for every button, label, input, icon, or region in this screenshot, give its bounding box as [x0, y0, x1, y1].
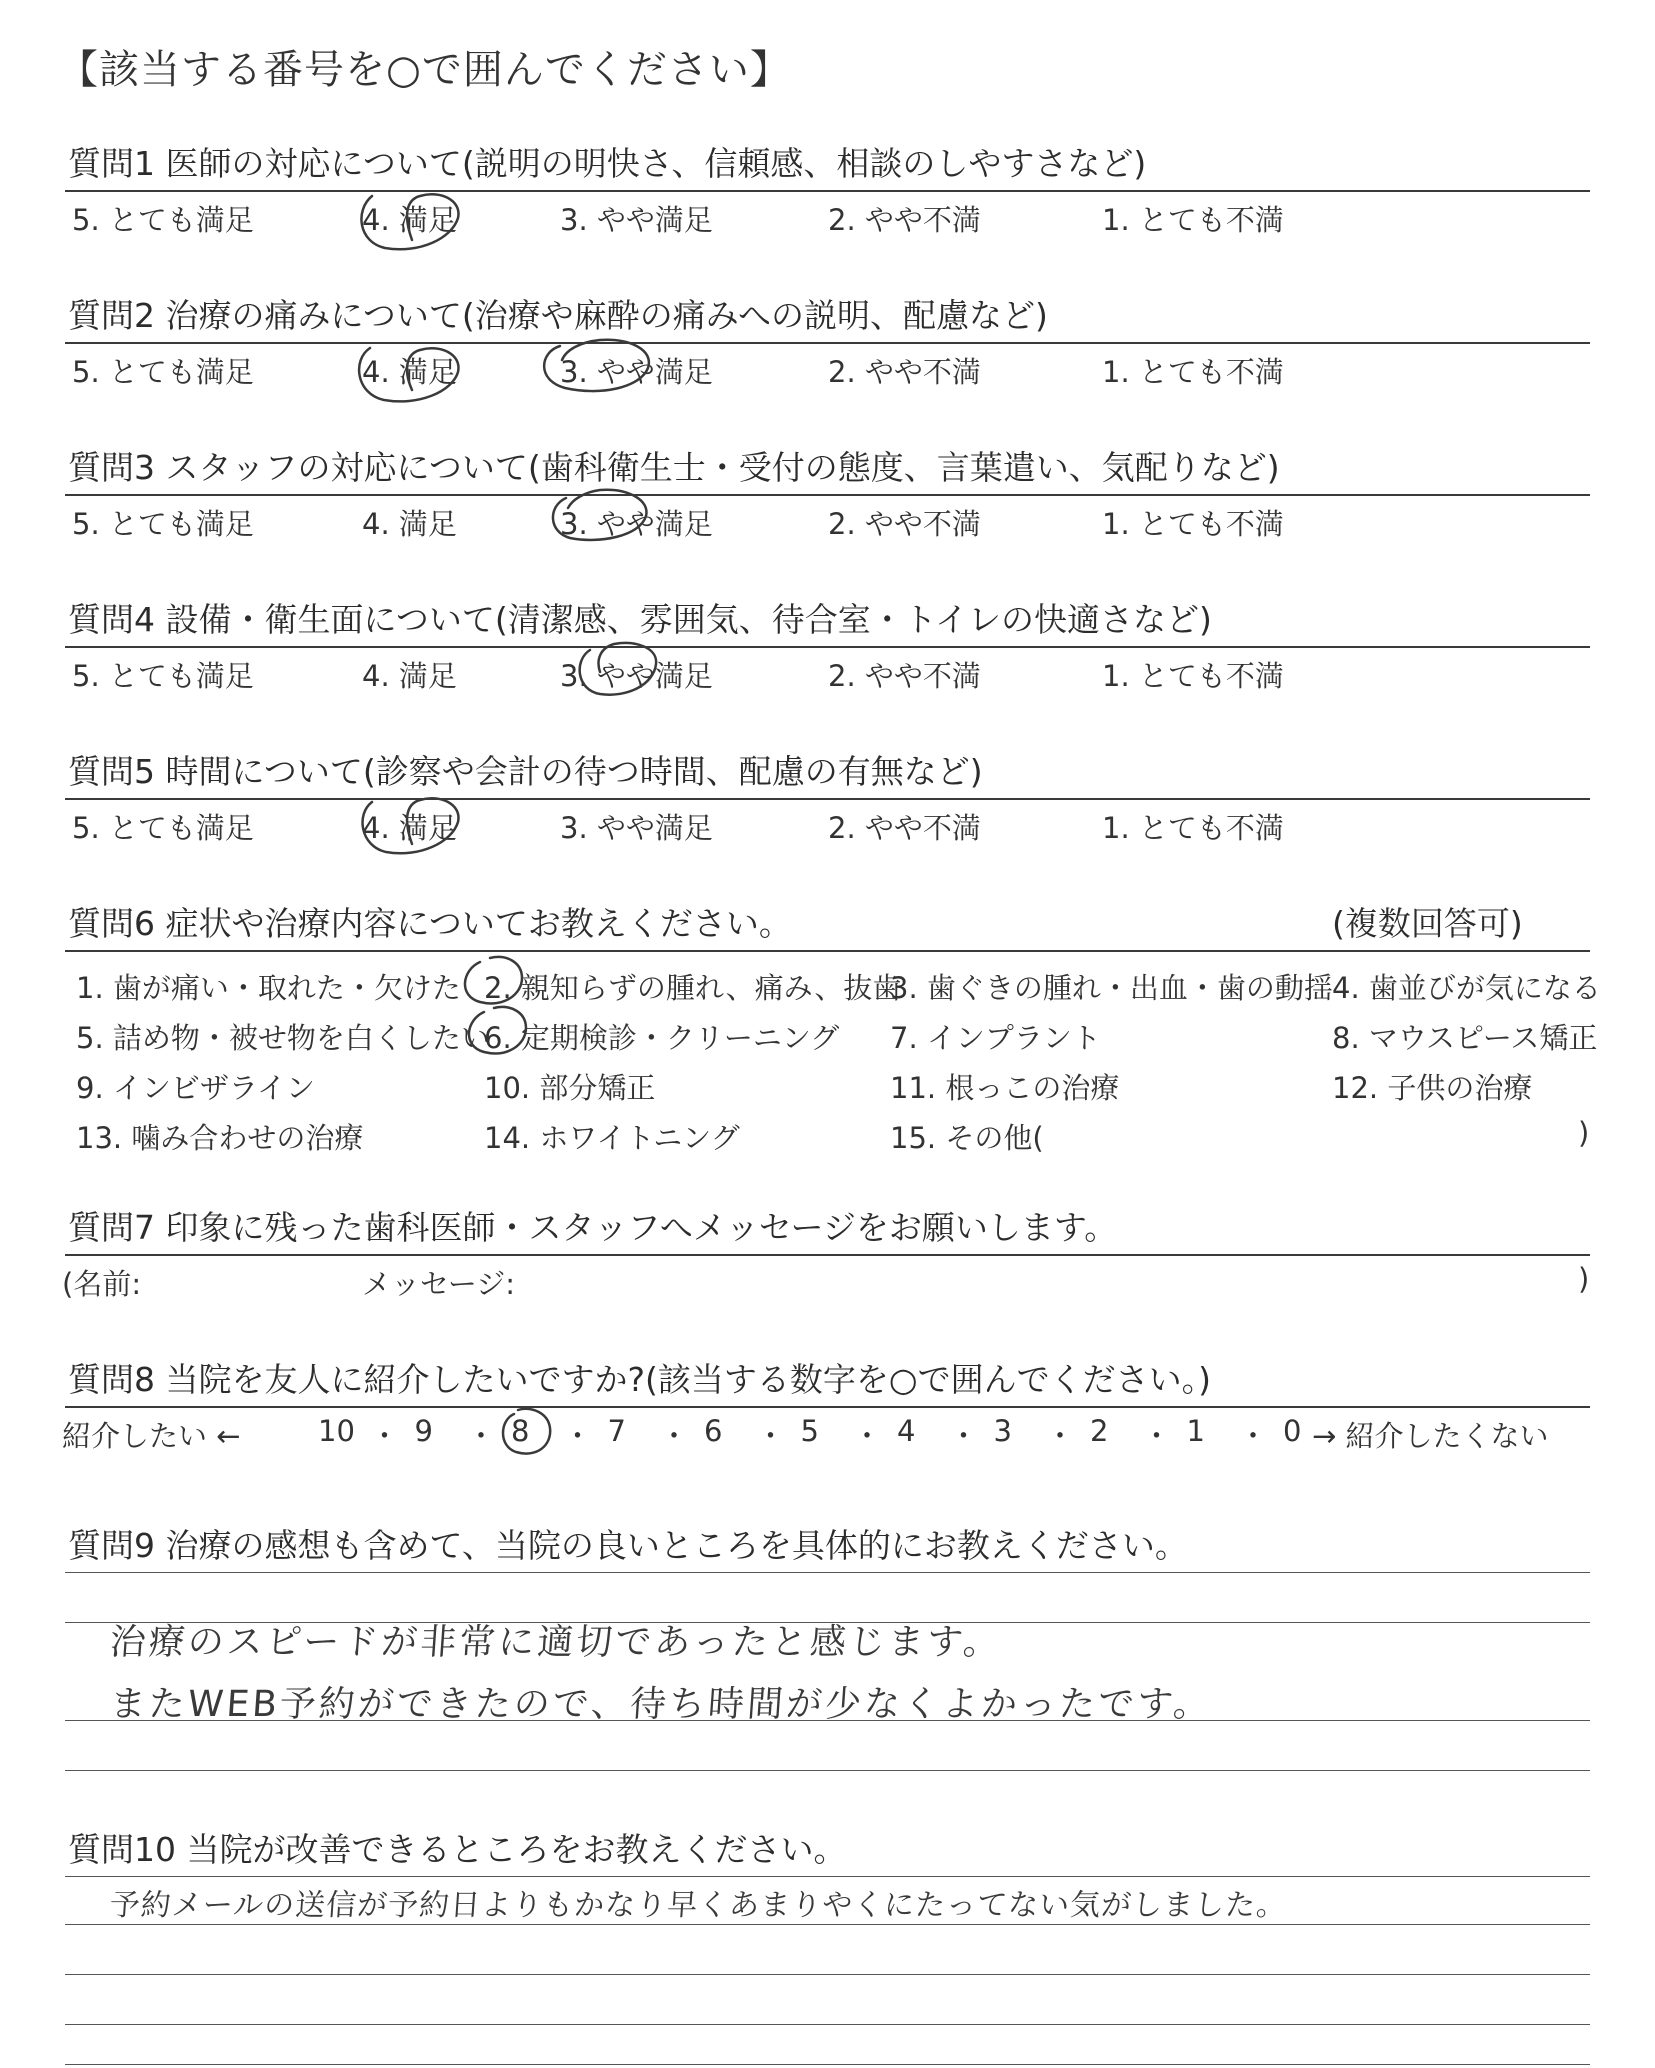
q9-answer-line-1: 治療のスピードが非常に適切であったと感じます。 — [108, 1622, 1004, 1663]
q5-option-1[interactable]: 1. とても不満 — [1102, 811, 1284, 845]
q6-option-15[interactable]: 15. その他( — [890, 1121, 1044, 1155]
q4-option-5[interactable]: 5. とても満足 — [72, 659, 254, 693]
answer-line — [65, 1924, 1590, 1925]
q8-scale-separator: ・ — [1142, 1419, 1172, 1453]
q6-option-13[interactable]: 13. 噛み合わせの治療 — [76, 1121, 364, 1155]
q3-option-3[interactable]: 3. やや満足 — [560, 507, 713, 541]
q7-name-label: (名前: — [62, 1267, 142, 1301]
q8-scale-7[interactable]: 7 — [607, 1414, 626, 1448]
q5-option-2[interactable]: 2. やや不満 — [828, 811, 981, 845]
q6-option-2[interactable]: 2. 親知らずの腫れ、痛み、抜歯 — [484, 971, 902, 1005]
q8-scale-6[interactable]: 6 — [704, 1414, 723, 1448]
q8-scale-separator: ・ — [756, 1419, 786, 1453]
divider — [65, 798, 1590, 800]
q6-option-10[interactable]: 10. 部分矯正 — [484, 1071, 656, 1105]
q6-option-14[interactable]: 14. ホワイトニング — [484, 1121, 740, 1155]
question-6-note: (複数回答可) — [1332, 904, 1523, 943]
q8-scale-1[interactable]: 1 — [1186, 1414, 1205, 1448]
divider — [65, 950, 1590, 952]
q4-option-3[interactable]: 3. やや満足 — [560, 659, 713, 693]
divider — [65, 1254, 1590, 1256]
answer-line — [65, 1876, 1590, 1877]
answer-line — [65, 2064, 1590, 2065]
q5-option-3[interactable]: 3. やや満足 — [560, 811, 713, 845]
q3-option-4[interactable]: 4. 満足 — [362, 507, 457, 541]
divider — [65, 646, 1590, 648]
q6-option-1[interactable]: 1. 歯が痛い・取れた・欠けた — [76, 971, 461, 1005]
question-9-label: 質問9 治療の感想も含めて、当院の良いところを具体的にお教えください。 — [68, 1526, 1188, 1565]
q8-scale-4[interactable]: 4 — [897, 1414, 916, 1448]
q6-option-3[interactable]: 3. 歯ぐきの腫れ・出血・歯の動揺 — [890, 971, 1333, 1005]
q8-scale-10[interactable]: 10 — [318, 1414, 355, 1448]
answer-line — [65, 1770, 1590, 1771]
q3-option-5[interactable]: 5. とても満足 — [72, 507, 254, 541]
answer-line — [65, 2024, 1590, 2025]
q8-scale-separator: ・ — [659, 1419, 689, 1453]
question-7-label: 質問7 印象に残った歯科医師・スタッフへメッセージをお願いします。 — [68, 1208, 1118, 1247]
q6-option-12[interactable]: 12. 子供の治療 — [1332, 1071, 1533, 1105]
q6-other-close: ) — [1578, 1116, 1590, 1150]
q5-option-4[interactable]: 4. 満足 — [362, 811, 457, 845]
q8-scale-0[interactable]: 0 — [1283, 1414, 1302, 1448]
q6-option-9[interactable]: 9. インビザライン — [76, 1071, 316, 1105]
q8-right-label: → 紹介したくない — [1312, 1419, 1549, 1453]
q6-option-8[interactable]: 8. マウスピース矯正 — [1332, 1021, 1598, 1055]
question-5-label: 質問5 時間について(診察や会計の待つ時間、配慮の有無など) — [68, 752, 983, 791]
q8-scale-separator: ・ — [1045, 1419, 1075, 1453]
divider — [65, 494, 1590, 496]
q4-option-1[interactable]: 1. とても不満 — [1102, 659, 1284, 693]
q6-option-7[interactable]: 7. インプラント — [890, 1021, 1101, 1055]
q4-option-4[interactable]: 4. 満足 — [362, 659, 457, 693]
answer-line — [65, 1974, 1590, 1975]
q1-option-5[interactable]: 5. とても満足 — [72, 203, 254, 237]
q8-scale-separator: ・ — [466, 1419, 496, 1453]
q6-option-4[interactable]: 4. 歯並びが気になる — [1332, 971, 1601, 1005]
q8-scale-separator: ・ — [852, 1419, 882, 1453]
q8-scale-2[interactable]: 2 — [1090, 1414, 1109, 1448]
q3-option-2[interactable]: 2. やや不満 — [828, 507, 981, 541]
divider — [65, 342, 1590, 344]
q3-option-1[interactable]: 1. とても不満 — [1102, 507, 1284, 541]
q1-option-3[interactable]: 3. やや満足 — [560, 203, 713, 237]
page-title: 【該当する番号を○で囲んでください】 — [58, 47, 791, 93]
q2-option-5[interactable]: 5. とても満足 — [72, 355, 254, 389]
question-2-label: 質問2 治療の痛みについて(治療や麻酔の痛みへの説明、配慮など) — [68, 296, 1048, 335]
q6-option-6[interactable]: 6. 定期検診・クリーニング — [484, 1021, 840, 1055]
q6-option-11[interactable]: 11. 根っこの治療 — [890, 1071, 1120, 1105]
q4-option-2[interactable]: 2. やや不満 — [828, 659, 981, 693]
q2-option-2[interactable]: 2. やや不満 — [828, 355, 981, 389]
question-10-label: 質問10 当院が改善できるところをお教えください。 — [68, 1830, 847, 1869]
answer-line — [65, 1572, 1590, 1573]
question-1-label: 質問1 医師の対応について(説明の明快さ、信頼感、相談のしやすさなど) — [68, 144, 1147, 183]
question-6-label: 質問6 症状や治療内容についてお教えください。 — [68, 904, 792, 943]
q8-scale-separator: ・ — [949, 1419, 979, 1453]
q7-message-label: メッセージ: — [362, 1267, 516, 1301]
q2-option-1[interactable]: 1. とても不満 — [1102, 355, 1284, 389]
question-4-label: 質問4 設備・衛生面について(清潔感、雰囲気、待合室・トイレの快適さなど) — [68, 600, 1212, 639]
q8-scale-separator: ・ — [370, 1419, 400, 1453]
q8-scale-8[interactable]: 8 — [511, 1414, 530, 1448]
q8-left-label: 紹介したい ← — [62, 1419, 241, 1453]
q6-option-5[interactable]: 5. 詰め物・被せ物を白くしたい — [76, 1021, 490, 1055]
q8-scale-3[interactable]: 3 — [993, 1414, 1012, 1448]
q10-answer-line-1: 予約メールの送信が予約日よりもかなり早くあまりやくにたってない気がしました。 — [108, 1888, 1289, 1923]
q8-scale-5[interactable]: 5 — [800, 1414, 819, 1448]
q8-scale-separator: ・ — [563, 1419, 593, 1453]
question-3-label: 質問3 スタッフの対応について(歯科衛生士・受付の態度、言葉遣い、気配りなど) — [68, 448, 1280, 487]
q5-option-5[interactable]: 5. とても満足 — [72, 811, 254, 845]
q8-scale-separator: ・ — [1238, 1419, 1268, 1453]
question-8-label: 質問8 当院を友人に紹介したいですか?(該当する数字を○で囲んでください。) — [68, 1360, 1212, 1399]
divider — [65, 1406, 1590, 1408]
q8-scale-9[interactable]: 9 — [414, 1414, 433, 1448]
q2-option-3[interactable]: 3. やや満足 — [560, 355, 713, 389]
q1-option-1[interactable]: 1. とても不満 — [1102, 203, 1284, 237]
q2-option-4[interactable]: 4. 満足 — [362, 355, 457, 389]
q1-option-4[interactable]: 4. 満足 — [362, 203, 457, 237]
q7-close: ) — [1578, 1262, 1590, 1296]
q1-option-2[interactable]: 2. やや不満 — [828, 203, 981, 237]
divider — [65, 190, 1590, 192]
q9-answer-line-2: またWEB予約ができたので、待ち時間が少なくよかったです。 — [108, 1684, 1214, 1725]
